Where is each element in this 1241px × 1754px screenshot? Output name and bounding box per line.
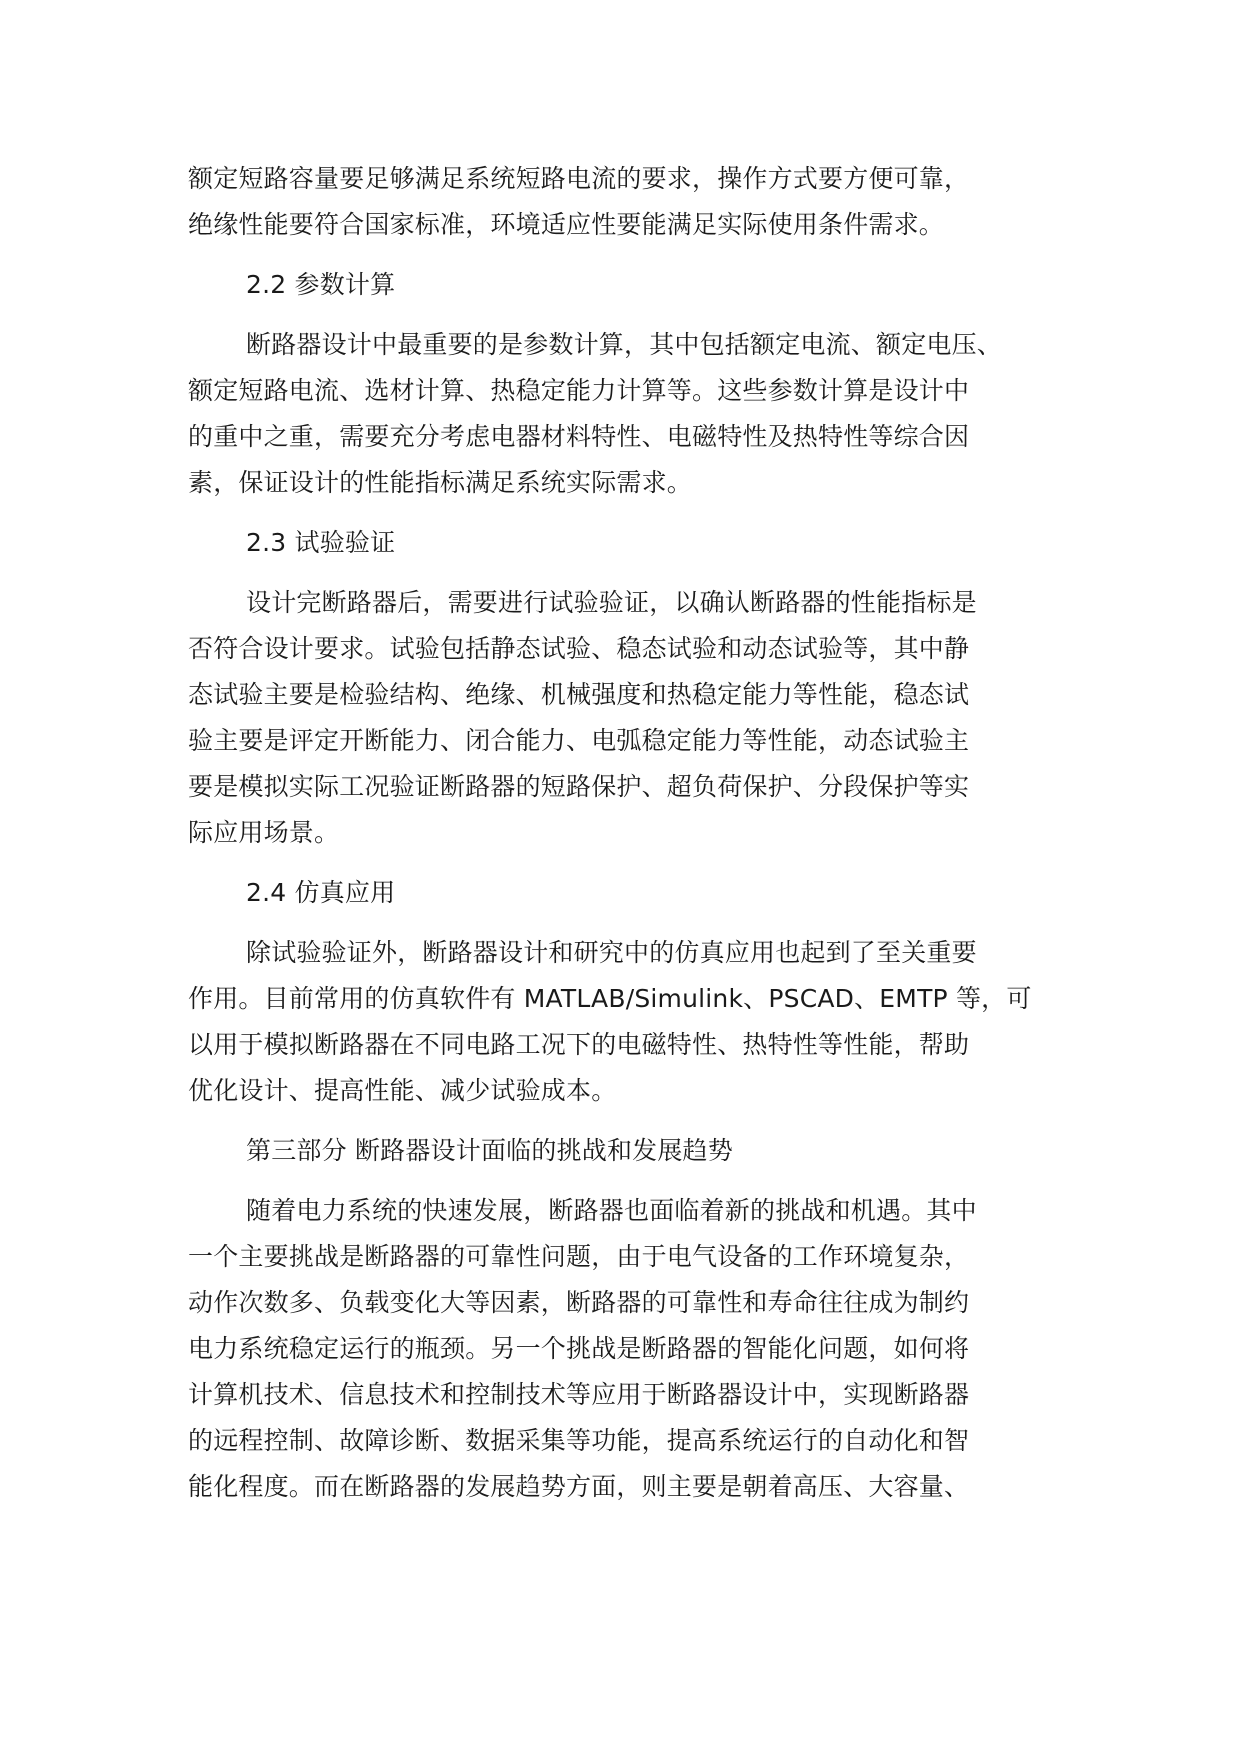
paragraph bbox=[188, 1188, 1088, 1510]
paragraph-line: 额定短路电流、选材计算、热稳定能力计算等。这些参数计算是设计中 bbox=[188, 376, 970, 405]
paragraph-line: 绝缘性能要符合国家标准，环境适应性要能满足实际使用条件需求。 bbox=[188, 210, 945, 239]
paragraph bbox=[188, 156, 1088, 248]
paragraph-line: 以用于模拟断路器在不同电路工况下的电磁特性、热特性等性能，帮助 bbox=[188, 1030, 970, 1059]
section-heading: 2.4 仿真应用 bbox=[246, 878, 396, 907]
paragraph-line: 优化设计、提高性能、减少试验成本。 bbox=[188, 1076, 617, 1105]
paragraph-line: 额定短路容量要足够满足系统短路电流的要求，操作方式要方便可靠， bbox=[188, 164, 970, 193]
paragraph-line: 随着电力系统的快速发展，断路器也面临着新的挑战和机遇。其中 bbox=[246, 1196, 977, 1225]
paragraph-line: 动作次数多、负载变化大等因素，断路器的可靠性和寿命往往成为制约 bbox=[188, 1288, 970, 1317]
section-heading: 2.3 试验验证 bbox=[246, 528, 396, 557]
paragraph-line: 电力系统稳定运行的瓶颈。另一个挑战是断路器的智能化问题，如何将 bbox=[188, 1334, 970, 1363]
document-page bbox=[188, 156, 1088, 1510]
paragraph-line: 素，保证设计的性能指标满足系统实际需求。 bbox=[188, 468, 693, 497]
paragraph-line: 计算机技术、信息技术和控制技术等应用于断路器设计中，实现断路器 bbox=[188, 1380, 970, 1409]
paragraph bbox=[188, 930, 1088, 1114]
paragraph-line: 态试验主要是检验结构、绝缘、机械强度和热稳定能力等性能，稳态试 bbox=[188, 680, 970, 709]
paragraph-line: 验主要是评定开断能力、闭合能力、电弧稳定能力等性能，动态试验主 bbox=[188, 726, 970, 755]
paragraph bbox=[188, 580, 1088, 856]
paragraph-line: 断路器设计中最重要的是参数计算，其中包括额定电流、额定电压、 bbox=[246, 330, 1003, 359]
part-heading: 第三部分 断路器设计面临的挑战和发展趋势 bbox=[246, 1136, 733, 1165]
paragraph bbox=[188, 322, 1088, 506]
paragraph-line: 设计完断路器后，需要进行试验验证，以确认断路器的性能指标是 bbox=[246, 588, 977, 617]
paragraph-line: 际应用场景。 bbox=[188, 818, 340, 847]
paragraph-line: 要是模拟实际工况验证断路器的短路保护、超负荷保护、分段保护等实 bbox=[188, 772, 970, 801]
paragraph-line: 的重中之重，需要充分考虑电器材料特性、电磁特性及热特性等综合因 bbox=[188, 422, 970, 451]
paragraph-line: 否符合设计要求。试验包括静态试验、稳态试验和动态试验等，其中静 bbox=[188, 634, 970, 663]
paragraph-line: 作用。目前常用的仿真软件有 MATLAB/Simulink、PSCAD、EMTP 等，可 bbox=[188, 984, 1032, 1013]
paragraph-line: 一个主要挑战是断路器的可靠性问题，由于电气设备的工作环境复杂， bbox=[188, 1242, 970, 1271]
paragraph-line: 除试验验证外，断路器设计和研究中的仿真应用也起到了至关重要 bbox=[246, 938, 977, 967]
section-heading: 2.2 参数计算 bbox=[246, 270, 396, 299]
paragraph-line: 能化程度。而在断路器的发展趋势方面，则主要是朝着高压、大容量、 bbox=[188, 1472, 970, 1501]
paragraph-line: 的远程控制、故障诊断、数据采集等功能，提高系统运行的自动化和智 bbox=[188, 1426, 970, 1455]
